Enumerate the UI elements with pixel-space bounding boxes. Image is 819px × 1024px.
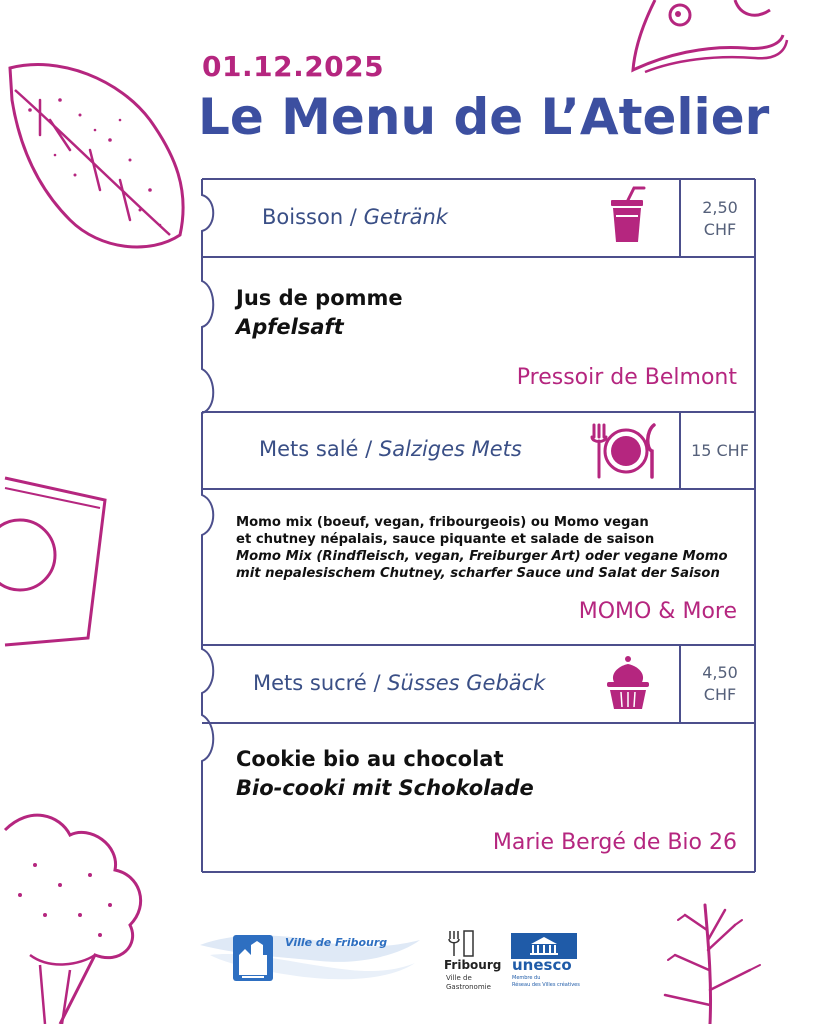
plate-cutlery-icon [588,423,662,479]
gastronomy-sub1: Ville de [446,974,472,982]
pizza-slice-doodle [625,0,795,80]
unesco-sub1: Membre du [512,975,541,981]
price-savory: 15 CHF [691,441,749,460]
dish-sweet: Cookie bio au chocolat Bio-cooki mit Schokolade [236,747,534,800]
fribourg-logo-text: Ville de Fribourg [285,936,388,949]
category-sweet-label: Mets sucré / Süsses Gebäck [253,671,546,695]
unesco-sub2: Réseau des Villes créatives [512,982,580,988]
dish-drink: Jus de pomme Apfelsaft [236,286,403,339]
cupcake-icon [604,654,652,710]
gastronomy-sub2: Gastronomie [446,983,491,991]
producer-drink: Pressoir de Belmont [516,365,737,390]
cup-doodle [0,470,115,650]
gastronomy-fork-icon [446,929,476,957]
drink-cup-icon [608,186,648,244]
price-sweet: 4,50 CHF [702,663,738,704]
muffin-doodle [0,805,160,1024]
producer-savory: MOMO & More [578,599,737,624]
leaf-doodle [0,60,200,260]
herb-sprig-doodle [650,900,790,1024]
price-drink: 2,50 CHF [702,198,738,239]
producer-sweet: Marie Bergé de Bio 26 [492,830,737,855]
category-savory-label: Mets salé / Salziges Mets [259,437,522,461]
category-drink-label: Boisson / Getränk [262,205,448,229]
menu-date: 01.12.2025 [202,50,385,83]
unesco-name: unesco [512,956,572,974]
dish-savory: Momo mix (boeuf, vegan, fribourgeois) ou Momo vegan et chutney népalais, sauce piquante et salade de saison Momo Mix (Rindfleisch, vegan, Freiburger Art) oder vegane Momo mit nepalesischem Chutney, scharfer Sauce und Salat der Saison [236,515,728,581]
gastronomy-city-name: Fribourg [444,958,502,972]
ville-de-fribourg-logo [200,925,420,990]
page-title: Le Menu de L’Atelier [198,88,770,146]
